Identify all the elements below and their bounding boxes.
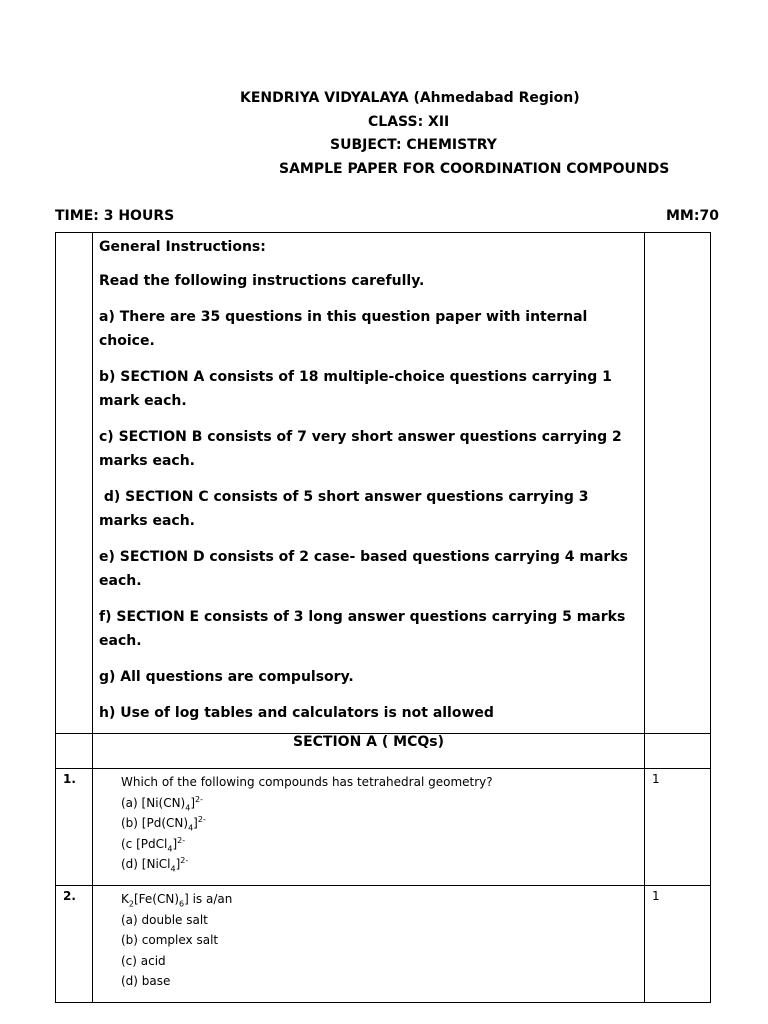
option-c: (c) acid [121,953,166,968]
instruction-item: a) There are 35 questions in this question paper with internal choice. [99,309,588,349]
instructions-row [56,233,711,734]
instruction-item: Read the following instructions carefully. [99,273,425,289]
question-number: 1. [56,769,93,886]
option-d: (d) base [121,974,171,989]
instruction-item: b) SECTION A consists of 18 multiple-choice questions carrying 1 mark each. [99,369,612,409]
question-body [93,769,645,886]
blank-cell [56,734,93,769]
class-label: CLASS: XII [368,114,450,130]
section-a-row [56,734,711,769]
question-body [93,885,645,1002]
paper-title: SAMPLE PAPER FOR COORDINATION COMPOUNDS [279,161,670,177]
blank-cell [645,233,711,734]
option-b: (b) complex salt [121,933,219,948]
option-d: (d) [NiCl$_4$]$^{2-}$ [121,856,189,874]
question-marks: 1 [645,885,711,1002]
instructions-heading: General Instructions: [99,239,266,255]
option-c: (c [PdCl$_4$]$^{2-}$ [121,835,186,854]
option-a: (a) double salt [121,912,208,927]
instruction-item: d) SECTION C consists of 5 short answer questions carrying 3 marks each. [99,489,594,529]
blank-cell [645,734,711,769]
instruction-item: c) SECTION B consists of 7 very short answer questions carrying 2 marks each. [99,429,622,469]
question-row [56,885,711,1002]
question-text: Which of the following compounds has tetrahedral geometry? [121,775,493,789]
question-marks: 1 [645,769,711,886]
subject-label: SUBJECT: CHEMISTRY [330,137,497,153]
question-text: $K_2[Fe(CN)_6]$ is a/an [121,891,233,909]
instruction-item: g) All questions are compulsory. [99,669,354,685]
question-paper-table [55,232,711,1003]
instruction-item: f) SECTION E consists of 3 long answer questions carrying 5 marks each. [99,609,626,649]
question-number: 2. [56,885,93,1002]
instruction-item: e) SECTION D consists of 2 case- based questions carrying 4 marks each. [99,549,628,589]
section-a-title: SECTION A ( MCQs) [93,734,645,769]
option-a: (a) $[Ni(CN)_4]^{2-}$ [121,794,204,812]
max-marks: MM:70 [666,208,719,224]
school-name: KENDRIYA VIDYALAYA (Ahmedabad Region) [240,90,580,106]
question-row [56,769,711,886]
instruction-item: h) Use of log tables and calculators is not allowed [99,705,494,721]
instructions-cell [93,233,645,734]
blank-cell [56,233,93,734]
option-b: (b) $[Pd(CN)_4]^{2-}$ [121,815,206,833]
time-label: TIME: 3 HOURS [55,208,175,224]
